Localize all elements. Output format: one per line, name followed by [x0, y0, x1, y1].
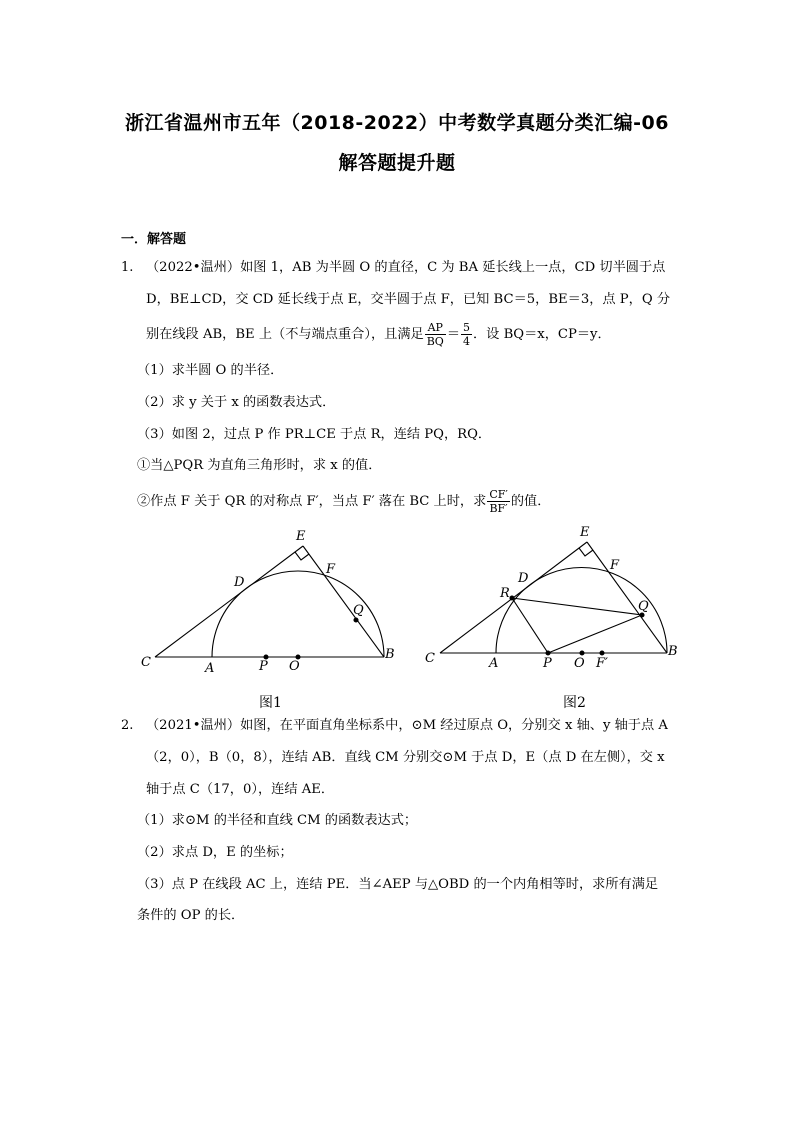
- q1-sub3a: ①当△PQR 为直角三角形时，求 x 的值．: [137, 458, 382, 473]
- fig1-label-o: O: [289, 659, 300, 674]
- figure-1: [155, 546, 384, 659]
- figure-2: [440, 542, 667, 655]
- q1-sub3b-pre: ②作点 F 关于 QR 的对称点 F′，当点 F′ 落在 BC 上时，求: [137, 494, 487, 509]
- fig1-label-e: E: [296, 529, 306, 544]
- q1-number: 1.: [121, 260, 134, 275]
- fig2-point-o: [580, 651, 584, 655]
- q1-line2: D，BE⊥CD，交 CD 延长线于点 E，交半圆于点 F，已知 BC＝5，BE＝3，点 P，Q 分: [146, 292, 671, 307]
- fig2-label-c: C: [425, 651, 435, 666]
- q2-line1: （2021•温州）如图，在平面直角坐标系中，⊙M 经过原点 O，分别交 x 轴、y 轴于点 A: [146, 718, 668, 733]
- q1-line1: （2022•温州）如图 1，AB 为半圆 O 的直径，C 为 BA 延长线上一点，CD 切半圆于点: [146, 260, 666, 275]
- fig2-label-o: O: [574, 656, 585, 671]
- frac2-numerator: 5: [463, 321, 470, 334]
- q2-line2: （2，0），B（0，8），连结 AB．直线 CM 分别交⊙M 于点 D，E（点 D 在左侧），交 x: [146, 750, 665, 765]
- q2-sub3-line1: （3）点 P 在线段 AC 上，连结 PE．当∠AEP 与△OBD 的一个内角相等时，求所有满足: [137, 877, 659, 892]
- q1-sub3: （3）如图 2，过点 P 作 PR⊥CE 于点 R，连结 PQ，RQ．: [137, 427, 492, 442]
- fig1-label-q: Q: [353, 603, 364, 618]
- fig2-label-r: R: [500, 586, 510, 601]
- section-heading: 一．解答题: [121, 232, 187, 247]
- figure-1-labels: [141, 529, 395, 676]
- fig2-line-eb: [587, 542, 667, 653]
- fig1-label-c: C: [141, 655, 151, 670]
- fig2-label-p: P: [543, 656, 552, 671]
- fig1-label-b: B: [385, 647, 395, 662]
- q1-line3-post: ．设 BQ＝x，CP＝y．: [473, 327, 611, 342]
- q1-sub3b-post: 的值．: [510, 494, 551, 509]
- figure-2-labels: [425, 525, 678, 671]
- fig2-point-p: [546, 651, 550, 655]
- page-title-line2: 解答题提升题: [338, 152, 456, 174]
- fig2-point-r: [510, 596, 514, 600]
- fig2-line-rq: [512, 598, 642, 615]
- fig2-label-fprime: F′: [596, 656, 608, 671]
- fig2-label-a: A: [489, 656, 499, 671]
- q2-sub2: （2）求点 D，E 的坐标；: [137, 845, 293, 860]
- frac3-numerator: CF′: [489, 488, 508, 501]
- q2-line3: 轴于点 C（17，0），连结 AE．: [146, 782, 335, 797]
- fig2-line-rp: [512, 598, 548, 653]
- fig1-line-eb: [303, 546, 384, 657]
- fig2-label-d: D: [518, 571, 529, 586]
- fig2-point-fprime: [600, 651, 604, 655]
- page-title-line1: 浙江省温州市五年（2018-2022）中考数学真题分类汇编-06: [125, 112, 669, 134]
- frac1-numerator: AP: [425, 321, 446, 335]
- q2-number: 2.: [121, 718, 134, 733]
- fig1-right-angle-mark: [295, 552, 309, 560]
- fig2-label-e: E: [580, 525, 590, 540]
- figure-1-caption: 图1: [259, 695, 282, 711]
- fig2-label-q: Q: [638, 599, 649, 614]
- figure-2-caption: 图2: [563, 695, 586, 711]
- fig1-label-a: A: [205, 661, 215, 676]
- fig2-right-angle-mark: [579, 548, 593, 556]
- fig1-label-d: D: [234, 575, 245, 590]
- fig1-label-f: F: [326, 562, 336, 577]
- q1-sub1: （1）求半圆 O 的半径．: [137, 363, 284, 378]
- q2-sub3-line2: 条件的 OP 的长．: [137, 908, 245, 923]
- fig2-line-pq: [548, 615, 642, 653]
- q2-sub1: （1）求⊙M 的半径和直线 CM 的函数表达式；: [137, 813, 418, 828]
- equals-sign: ＝: [446, 327, 460, 342]
- q1-line3-pre: 别在线段 AB，BE 上（不与端点重合），且满足: [146, 327, 424, 342]
- fig2-label-f: F: [610, 558, 620, 573]
- q1-sub2: （2）求 y 关于 x 的函数表达式．: [137, 395, 336, 410]
- frac3-denominator: BF′: [489, 502, 508, 515]
- fig1-line-ce: [155, 546, 303, 657]
- fig1-label-p: P: [259, 659, 268, 674]
- fig2-label-b: B: [668, 644, 678, 659]
- frac1-denominator: BQ: [426, 335, 444, 348]
- frac2-denominator: 4: [463, 335, 470, 348]
- fig1-point-q: [354, 618, 358, 622]
